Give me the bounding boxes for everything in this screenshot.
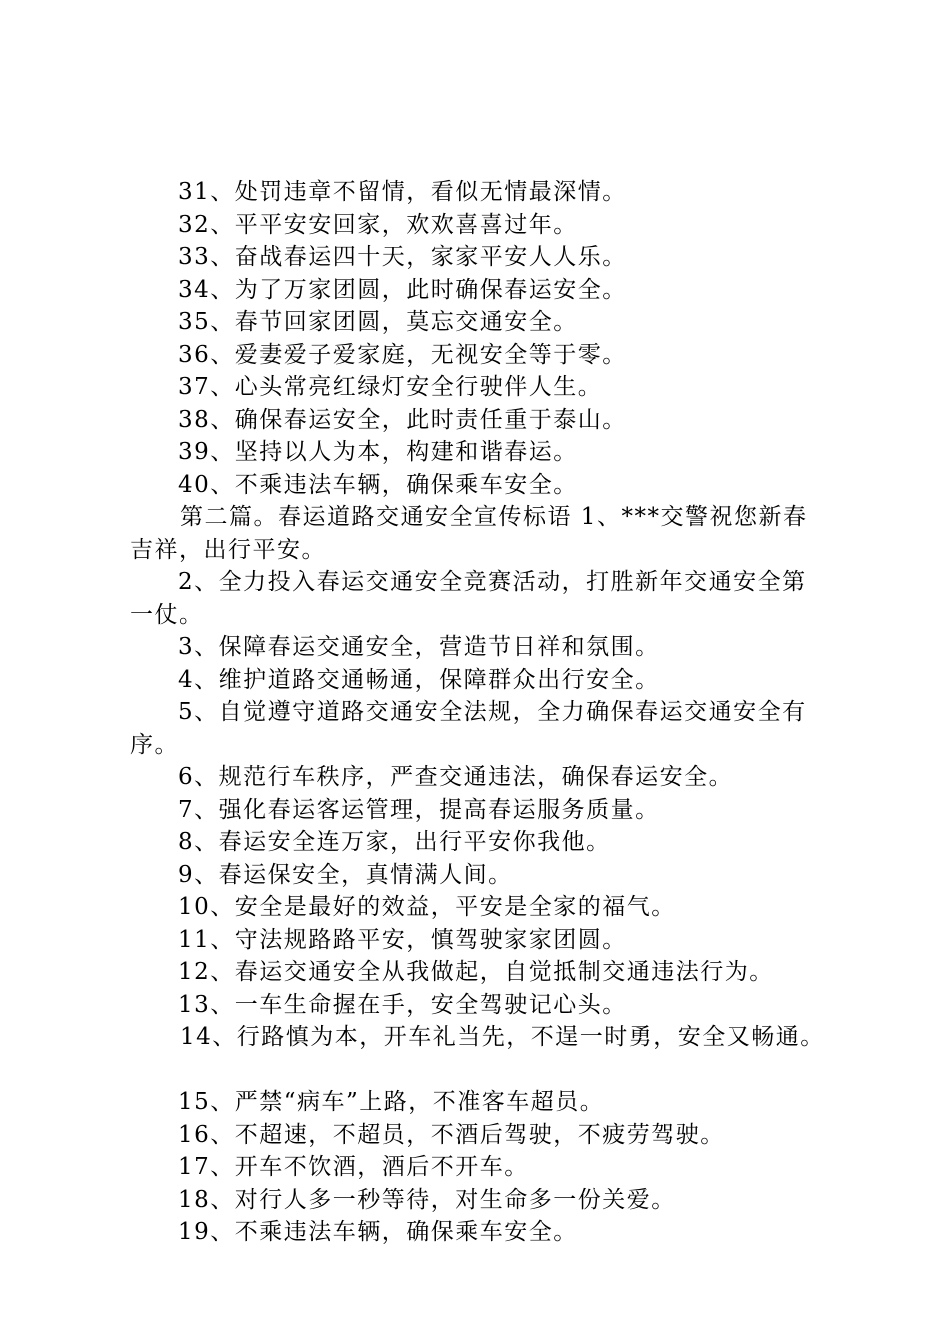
slogan-line: 16、不超速，不超员，不酒后驾驶，不疲劳驾驶。 (178, 1121, 725, 1148)
slogan-line: 13、一车生命握在手，安全驾驶记心头。 (178, 991, 627, 1018)
section-heading-continuation: 吉祥，出行平安。 (130, 536, 326, 563)
slogan-line: 37、心头常亮红绿灯安全行驶伴人生。 (178, 374, 603, 400)
slogan-line: 8、春运安全连万家，出行平安你我他。 (178, 829, 611, 855)
slogan-line: 31、处罚违章不留情，看似无情最深情。 (178, 179, 627, 205)
slogan-line: 11、守法规路路平安，慎驾驶家家团圆。 (178, 926, 627, 953)
slogan-line: 5、自觉遵守道路交通安全法规，全力确保春运交通安全有 (178, 699, 807, 725)
slogan-line: 34、为了万家团圆，此时确保春运安全。 (178, 276, 627, 303)
section-heading: 第二篇。春运道路交通安全宣传标语 1、***交警祝您新春 (180, 504, 808, 530)
slogan-line-continuation: 一仗。 (130, 601, 204, 628)
blank-line (130, 1054, 835, 1087)
slogan-line: 32、平平安安回家，欢欢喜喜过年。 (178, 211, 578, 238)
slogan-line: 19、不乘违法车辆，确保乘车安全。 (178, 1219, 578, 1245)
slogan-line: 33、奋战春运四十天，家家平安人人乐。 (178, 244, 627, 270)
slogan-line: 4、维护道路交通畅通，保障群众出行安全。 (178, 666, 660, 693)
slogan-line: 12、春运交通安全从我做起，自觉抵制交通违法行为。 (178, 959, 774, 985)
slogan-line: 38、确保春运安全，此时责任重于泰山。 (178, 406, 627, 433)
document-body (130, 176, 835, 1249)
slogan-line: 40、不乘违法车辆，确保乘车安全。 (178, 471, 578, 498)
slogan-line: 39、坚持以人为本，构建和谐春运。 (178, 439, 578, 465)
slogan-line: 35、春节回家团圆，莫忘交通安全。 (178, 309, 578, 335)
slogan-line: 36、爱妻爱子爱家庭，无视安全等于零。 (178, 341, 627, 368)
slogan-line: 6、规范行车秩序，严查交通违法，确保春运安全。 (178, 764, 734, 790)
slogan-line: 14、行路慎为本，开车礼当先，不逞一时勇，安全又畅通。 (180, 1024, 825, 1050)
slogan-line: 10、安全是最好的效益，平安是全家的福气。 (178, 894, 676, 920)
slogan-line: 2、全力投入春运交通安全竞赛活动，打胜新年交通安全第 (178, 569, 807, 595)
slogan-line: 18、对行人多一秒等待，对生命多一份关爱。 (178, 1186, 676, 1213)
slogan-line: 17、开车不饮酒，酒后不开车。 (178, 1154, 529, 1180)
slogan-line: 9、春运保安全，真情满人间。 (178, 861, 513, 888)
slogan-line-continuation: 序。 (130, 731, 179, 758)
slogan-line: 7、强化春运客运管理，提高春运服务质量。 (178, 796, 660, 823)
slogan-line: 3、保障春运交通安全，营造节日祥和氛围。 (178, 634, 660, 660)
slogan-line: 15、严禁“病车”上路，不准客车超员。 (178, 1089, 605, 1115)
